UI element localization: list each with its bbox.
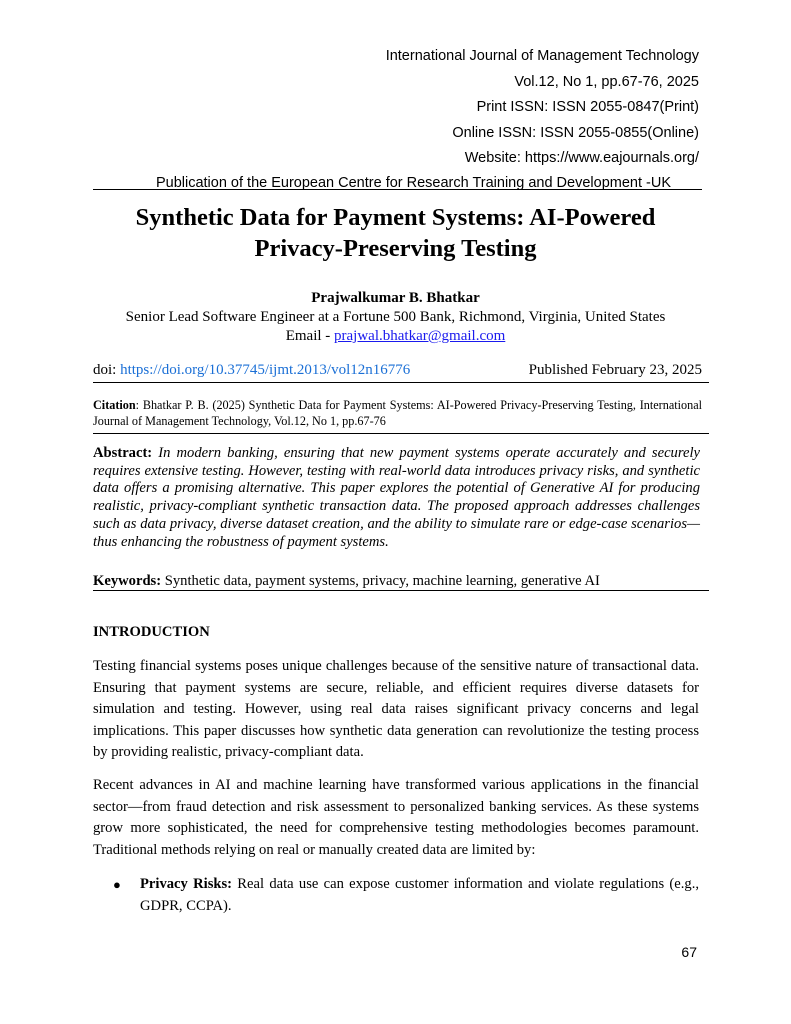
keywords-divider (93, 590, 709, 591)
list-item (113, 874, 699, 917)
doi-divider (93, 382, 709, 383)
citation-label: Citation (93, 398, 136, 412)
journal-website: Website: https://www.eajournals.org/ (464, 150, 699, 167)
email-label: Email - (285, 328, 335, 344)
journal-volume: Vol.12, No 1, pp.67-76, 2025 (514, 73, 699, 90)
author-block (0, 289, 791, 346)
doi-link[interactable]: https://doi.org/10.37745/ijmt.2013/vol12n16776 (120, 362, 411, 378)
abstract-text: In modern banking, ensuring that new payment systems operate accurately and securely requires extensive testing. However, testing with real-world data introduces privacy risks, and synthetic data offers a promising alternative. This paper explores the potential of Generative AI for producing realistic, privacy-compliant synthetic transaction data. The proposed approach addresses challenges such as data privacy, diverse dataset creation, and the ability to simulate rare or edge-case scenarios—thus enhancing the robustness of payment systems. (93, 445, 700, 550)
list-item-body (140, 874, 699, 917)
author-email-line (0, 327, 791, 346)
published-date: Published February 23, 2025 (528, 362, 702, 378)
paper-title (0, 202, 791, 264)
header-divider (93, 189, 702, 190)
print-issn: Print ISSN: ISSN 2055-0847(Print) (476, 99, 699, 116)
doi-line (93, 361, 702, 379)
citation (93, 397, 702, 429)
doi-label: doi: (93, 362, 121, 378)
author-affiliation: Senior Lead Software Engineer at a Fortune 500 Bank, Richmond, Virginia, United States (125, 309, 666, 325)
intro-paragraph-1: Testing financial systems poses unique challenges because of the sensitive nature of transactional data. Ensuring that payment systems are secure, reliable, and efficient requires diverse datasets for simulation and testing. However, using real data raises significant privacy concerns and legal implications. This paper discusses how synthetic data generation can revolutionize the testing process by providing realistic, privacy-compliant data. (93, 658, 699, 760)
citation-text: : Bhatkar P. B. (2025) Synthetic Data for Payment Systems: AI-Powered Privacy-Preserving Testing, International Journal of Management Technology, Vol.12, No 1, pp.67-76 (93, 398, 702, 428)
title-line-2: Privacy-Preserving Testing (254, 235, 537, 262)
keywords-label: Keywords: (93, 573, 162, 589)
keywords (93, 572, 713, 590)
abstract (93, 445, 700, 551)
journal-name: International Journal of Management Technology (385, 48, 699, 64)
intro-paragraph-2: Recent advances in AI and machine learning have transformed various applications in the financial sector—from fraud detection and risk assessment to personalized banking services. As these systems grow more sophisticated, the need for comprehensive testing methodologies becomes paramount. Traditional methods relying on real or manually created data are limited by: (93, 777, 699, 858)
list-item-text: Real data use can expose customer information and violate regulations (e.g., GDPR, CCPA). (140, 876, 699, 914)
title-line-1: Synthetic Data for Payment Systems: AI-Powered (135, 204, 656, 231)
online-issn: Online ISSN: ISSN 2055-0855(Online) (452, 124, 699, 141)
section-heading-introduction: INTRODUCTION (93, 624, 210, 640)
list-item-label: Privacy Risks: (140, 876, 233, 892)
bullet-icon: ● (113, 877, 121, 892)
publication-line: Publication of the European Centre for Research Training and Development -UK (155, 175, 671, 191)
keywords-text: Synthetic data, payment systems, privacy, machine learning, generative AI (161, 573, 600, 589)
page-number: 67 (681, 944, 697, 960)
email-link[interactable]: prajwal.bhatkar@gmail.com (334, 328, 506, 344)
journal-header (386, 46, 699, 174)
citation-divider (93, 433, 709, 434)
abstract-label: Abstract: (93, 445, 153, 461)
author-name: Prajwalkumar B. Bhatkar (311, 290, 480, 306)
